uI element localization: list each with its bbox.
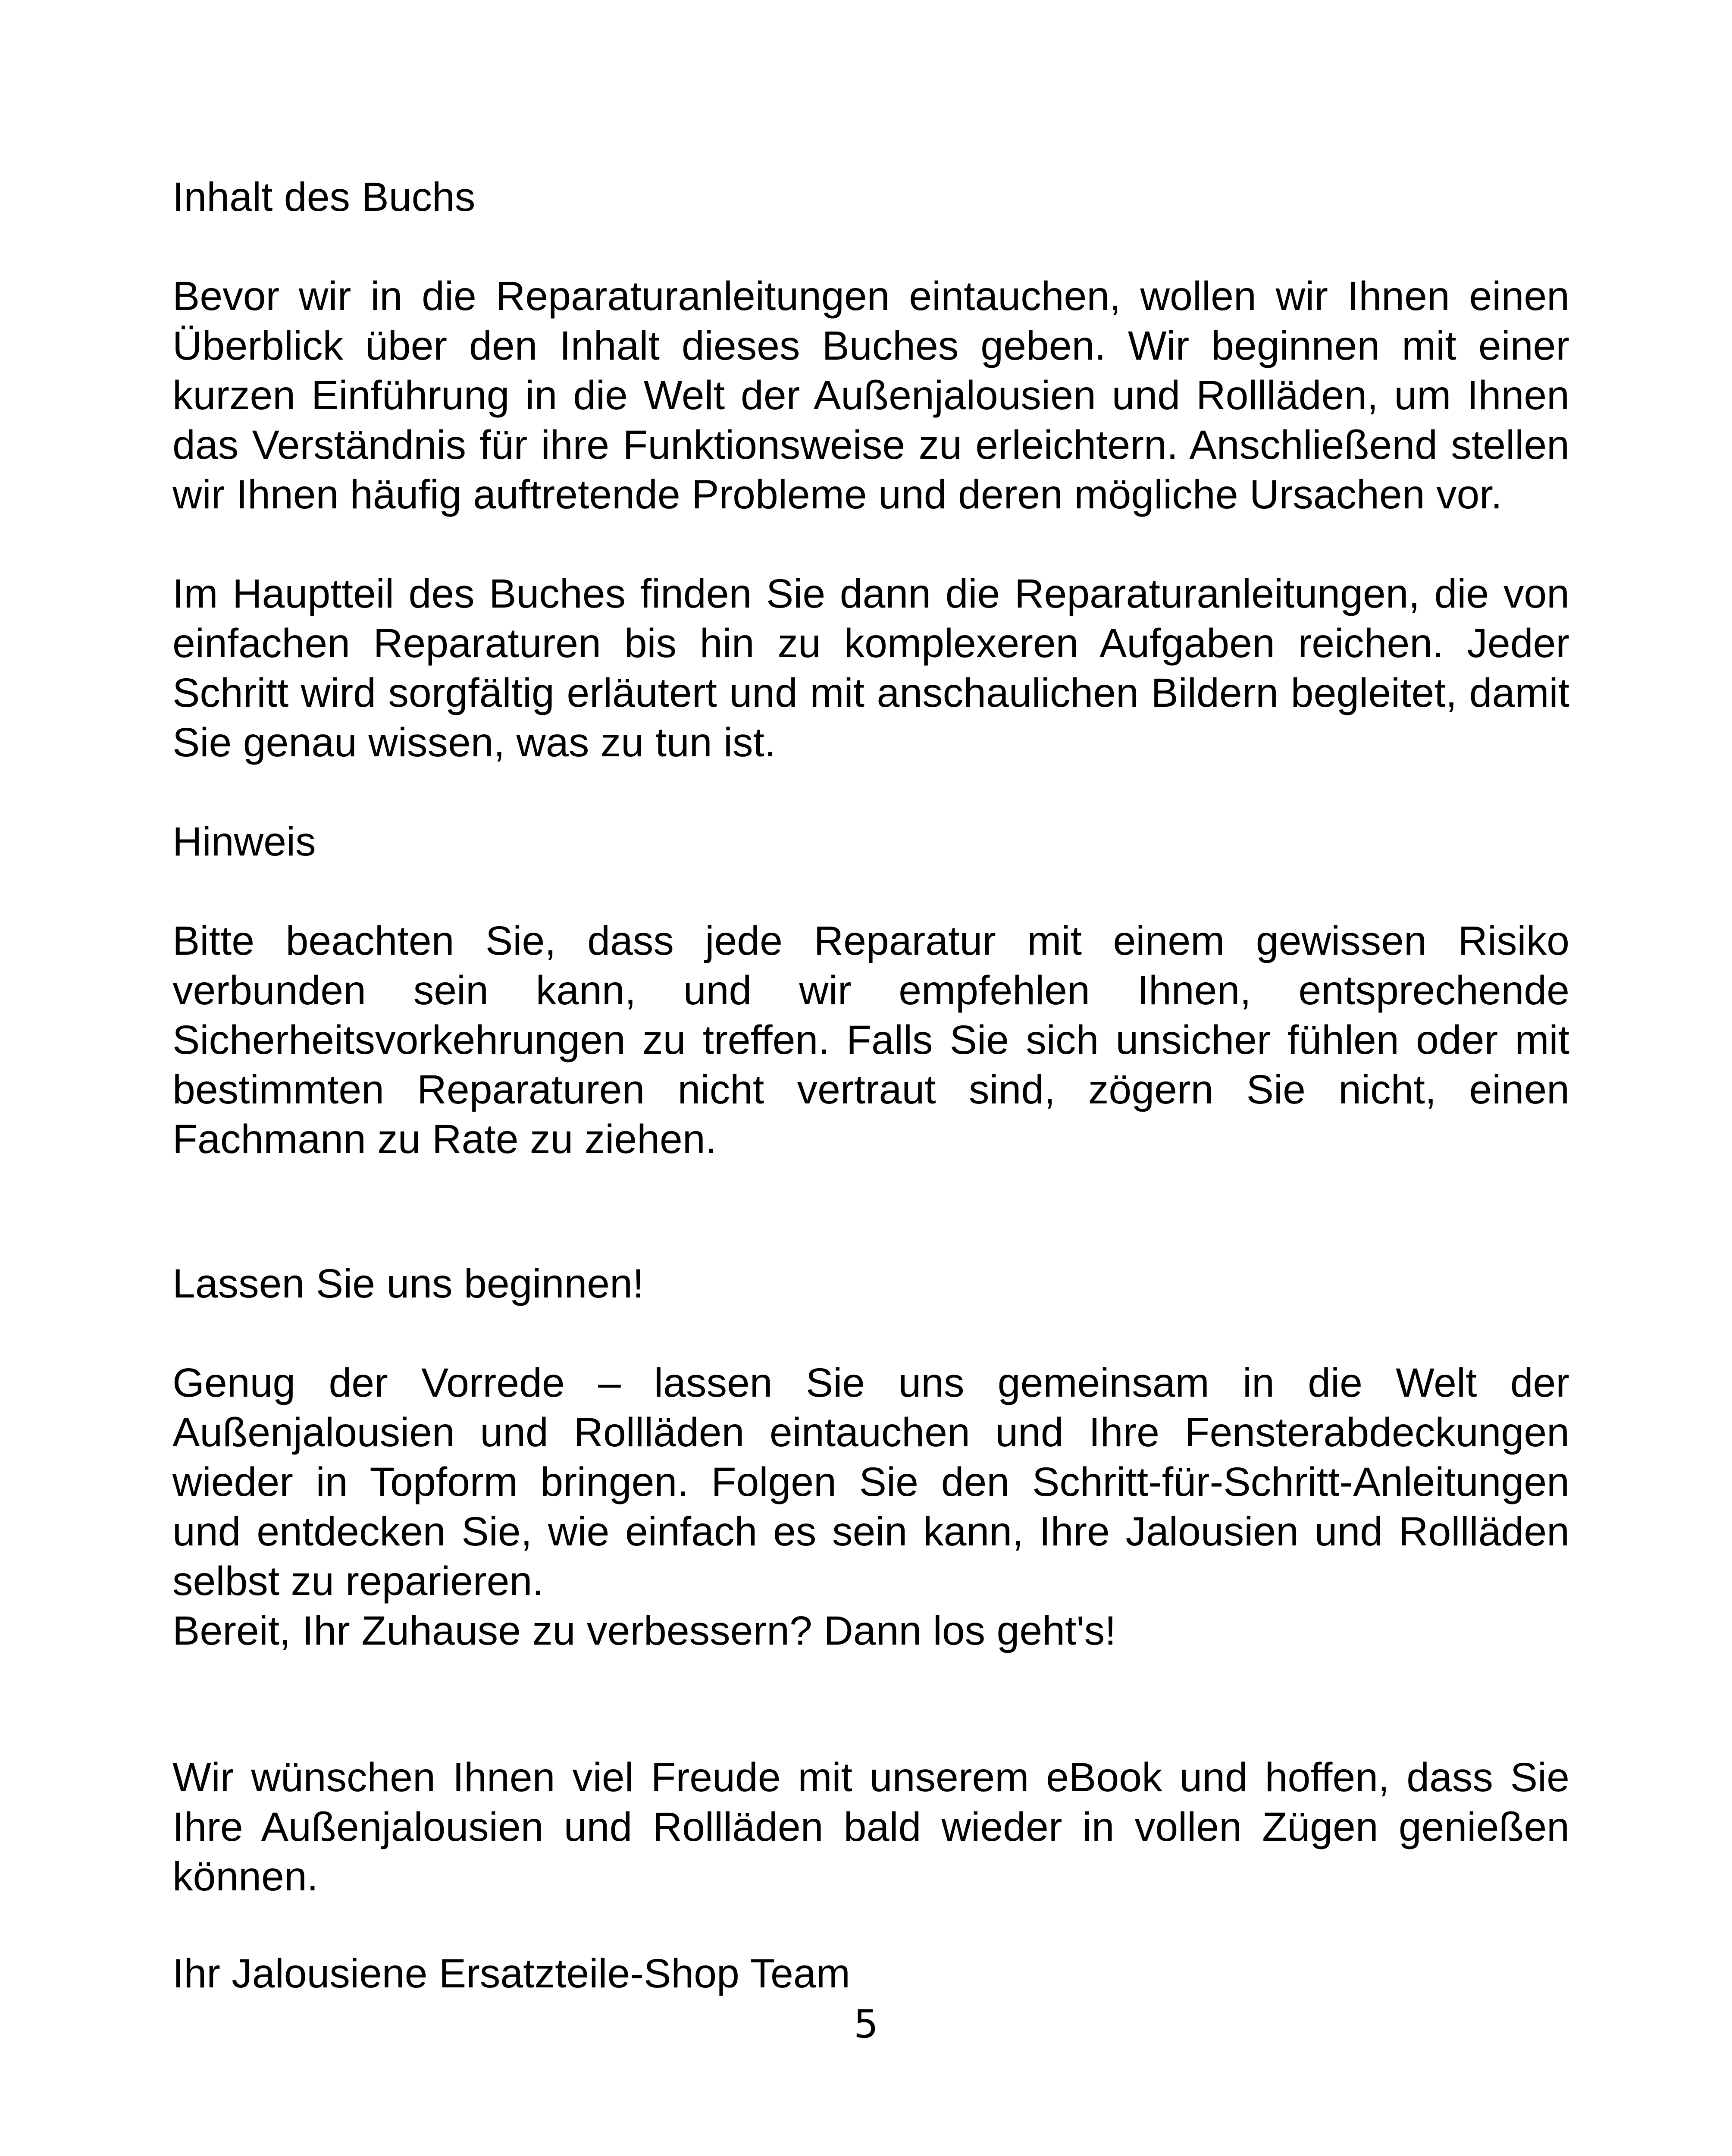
section-heading-hinweis: Hinweis (172, 819, 316, 865)
page-number: 5 (853, 2002, 879, 2047)
paragraph-hinweis: Bitte beachten Sie, dass jede Reparatur mit einem gewissen Risiko verbunden sein kann, und wir empfehlen Ihnen, entsprechende Sicherheitsvorkehrungen zu treffen. Falls Sie sich unsicher fühlen oder mit bestimmten Reparaturen nicht vertraut sind, zögern Sie nicht, einen Fachmann zu Rate zu ziehen. (172, 918, 1569, 1162)
paragraph-bereit: Bereit, Ihr Zuhause zu verbessern? Dann los geht's! (172, 1608, 1116, 1654)
paragraph-inhalt-main-part: Im Hauptteil des Buches finden Sie dann die Reparaturanleitungen, die von einfachen Reparaturen bis hin zu komplexeren Aufgaben reichen. Jeder Schritt wird sorgfältig erläutert und mit anschaulichen Bildern begleitet, damit Sie genau wissen, was zu tun ist. (172, 571, 1569, 765)
section-heading-beginnen: Lassen Sie uns beginnen! (172, 1261, 644, 1307)
paragraph-beginnen: Genug der Vorrede – lassen Sie uns gemeinsam in die Welt der Außenjalousien und Rollläden eintauchen und Ihre Fensterabdeckungen wieder in Topform bringen. Folgen Sie den Schritt-für-Schritt-Anleitungen und entdecken Sie, wie einfach es sein kann, Ihre Jalousien und Rollläden selbst zu reparieren. (172, 1360, 1569, 1604)
paragraph-closing: Wir wünschen Ihnen viel Freude mit unserem eBook und hoffen, dass Sie Ihre Außenjalousien und Rollläden bald wieder in vollen Zügen genießen können. (172, 1755, 1569, 1899)
paragraph-inhalt-overview: Bevor wir in die Reparaturanleitungen eintauchen, wollen wir Ihnen einen Überblick über den Inhalt dieses Buches geben. Wir beginnen mit einer kurzen Einführung in die Welt der Außenjalousien und Rollläden, um Ihnen das Verständnis für ihre Funktionsweise zu erleichtern. Anschließend stellen wir Ihnen häufig auftretende Probleme und deren mögliche Ursachen vor. (172, 273, 1569, 517)
section-heading-inhalt: Inhalt des Buchs (172, 174, 476, 220)
signature: Ihr Jalousiene Ersatzteile-Shop Team (172, 1951, 850, 1996)
